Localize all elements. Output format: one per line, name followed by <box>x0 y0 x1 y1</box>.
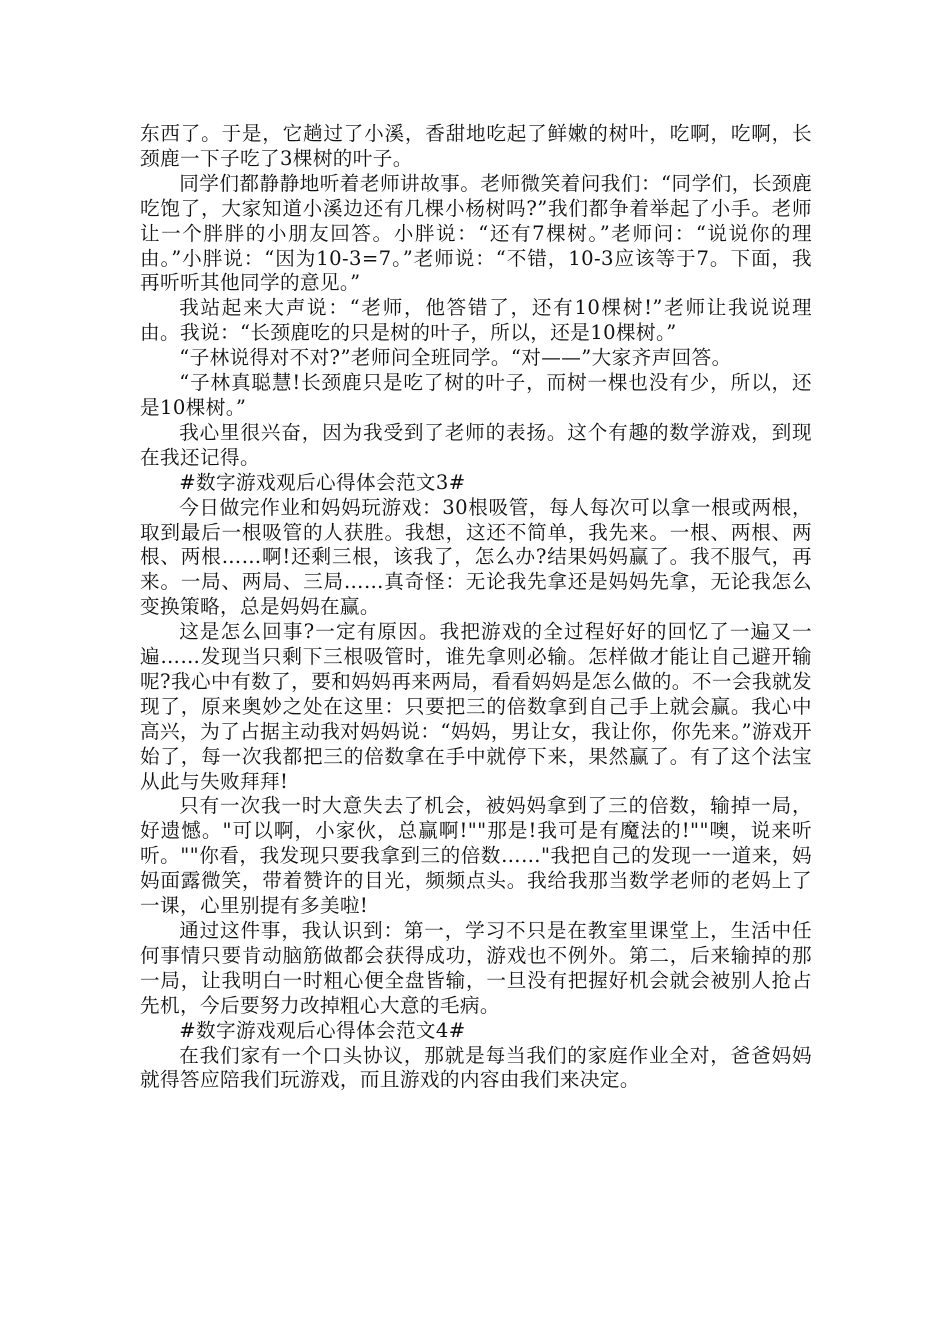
paragraph-class-response: “子林说得对不对?”老师问全班同学。“对——”大家齐声回答。 <box>179 346 732 370</box>
paragraph-discovery: 这是怎么回事?一定有原因。我把游戏的全过程好好的回忆了一遍又一遍……发现当只剩下三根吸管时，谁先拿则必输。怎样做才能让自己避开输呢?我心中有数了，要和妈妈再来两局，看看妈妈是怎么做的。不一会我就发现了，原来奥妙之处在这里：只要把三的倍数拿到自己手上就会赢。我心中高兴，为了占据主动我对妈妈说：“妈妈，男让女，我让你，你先来。”游戏开始了，每一次我都把三的倍数拿在手中就停下来，果然赢了。有了这个法宝从此与失败拜拜! <box>140 620 812 793</box>
paragraph-conclusion-2: 我心里很兴奋，因为我受到了老师的表扬。这个有趣的数学游戏，到现在我还记得。 <box>140 420 812 469</box>
section-heading-3: #数字游戏观后心得体会范文3# <box>179 470 466 494</box>
paragraph-lost-once: 只有一次我一时大意失去了机会，被妈妈拿到了三的倍数，输掉一局，好遗憾。"可以啊，小家伙，总赢啊!""那是!我可是有魔法的!""噢，说来听听。""你看，我发现只要我拿到三的倍数……"我把自己的发现一一道来，妈妈面露微笑，带着赞许的目光，频频点头。我给我那当数学老师的老妈上了一课，心里别提有多美啦! <box>140 794 812 918</box>
paragraph-teacher-praise: “子林真聪慧!长颈鹿只是吃了树的叶子，而树一棵也没有少，所以，还是10棵树。” <box>140 371 812 419</box>
section-heading-4: #数字游戏观后心得体会范文4# <box>179 1018 466 1042</box>
paragraph-classroom-question: 同学们都静静地听着老师讲故事。老师微笑着问我们：“同学们，长颈鹿吃饱了，大家知道小溪边还有几棵小杨树吗?”我们都争着举起了小手。老师让一个胖胖的小朋友回答。小胖说：“还有7棵树。”老师问：“说说你的理由。”小胖说：“因为10-3=7。”老师说：“不错，10-3应该等于7。下面，我再听听其他同学的意见。” <box>140 171 812 295</box>
paragraph-lesson: 通过这件事，我认识到：第一，学习不只是在教室里课堂上，生活中任何事情只要肯动脑筋做都会获得成功，游戏也不例外。第二，后来输掉的那一局，让我明白一时粗心便全盘皆输，一旦没有把握好机会就会被别人抢占先机，今后要努力改掉粗心大意的毛病。 <box>140 919 812 1017</box>
paragraph-my-answer: 我站起来大声说：“老师，他答错了，还有10棵树!”老师让我说说理由。我说：“长颈鹿吃的只是树的叶子，所以，还是10棵树。” <box>140 296 812 345</box>
paragraph-family-agreement: 在我们家有一个口头协议，那就是每当我们的家庭作业全对，爸爸妈妈就得答应陪我们玩游戏，而且游戏的内容由我们来决定。 <box>140 1043 812 1092</box>
paragraph-straw-game: 今日做完作业和妈妈玩游戏：30根吸管，每人每次可以拿一根或两根，取到最后一根吸管的人获胜。我想，这还不简单，我先来。一根、两根、两根、两根……啊!还剩三根，该我了，怎么办?结果妈妈赢了。我不服气，再来。一局、两局、三局……真奇怪：无论我先拿还是妈妈先拿，无论我怎么变换策略，总是妈妈在赢。 <box>140 495 812 619</box>
paragraph-continuation: 东西了。于是，它趟过了小溪，香甜地吃起了鲜嫩的树叶，吃啊，吃啊，长颈鹿一下子吃了3棵树的叶子。 <box>140 122 812 170</box>
document-body <box>140 122 812 1093</box>
